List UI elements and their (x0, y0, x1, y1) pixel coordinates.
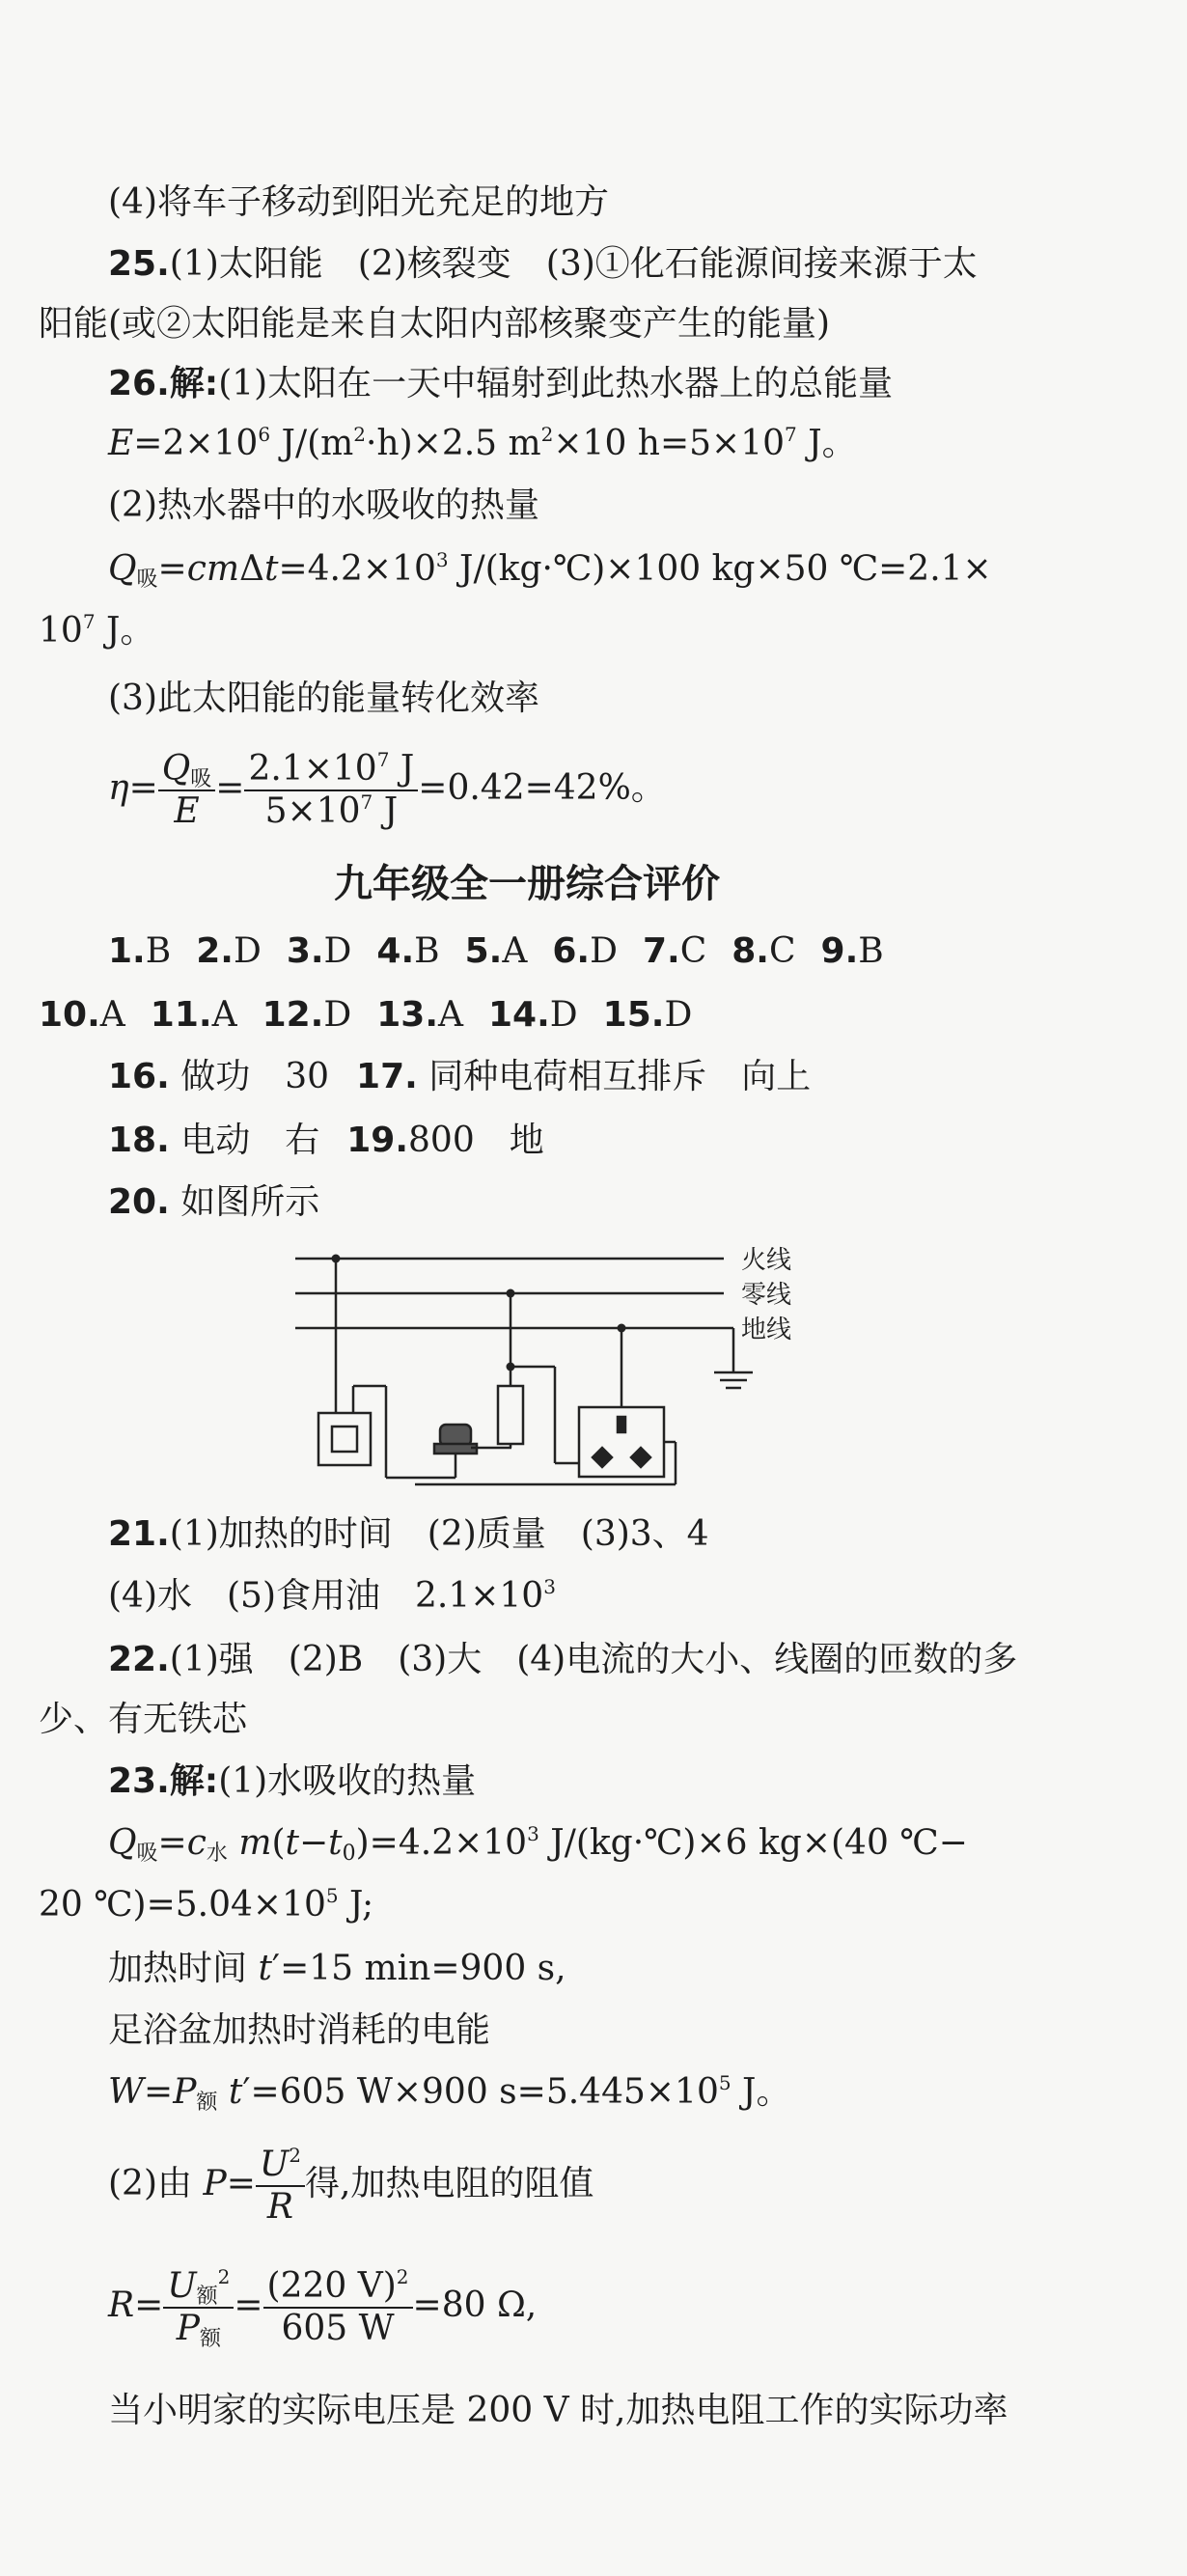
label-live-wire: 火线 (741, 1246, 792, 1275)
mc-answer-letter: D (549, 995, 578, 1035)
formula-electric-energy: $W=P_额$ t′=605 W×900 $s=5.445\times 10^5$ J。 (108, 2071, 791, 2115)
mc-answer-letter: D (233, 931, 262, 971)
answers-16-17 (108, 1054, 811, 1100)
mc-answer (732, 931, 795, 971)
formula-efficiency: η= $\frac{Q_吸}{E}$ = $\frac{2.1\times 10^7 J}{5\times 10^7 J}$ =0.42=42%。 (108, 748, 666, 831)
mc-answer (603, 995, 693, 1035)
question-number: 12. (262, 995, 324, 1035)
question-number: 1. (108, 931, 146, 971)
fraction: $\frac{(220 V)^2}{605 W}$ (263, 2266, 413, 2349)
question-number: 2. (196, 931, 234, 971)
answer-26-part3: (3)此太阳能的能量转化效率 (108, 679, 539, 718)
answer-23-last: 当小明家的实际电压是 200 V 时,加热电阻工作的实际功率 (108, 2391, 1008, 2430)
mc-answer-letter: D (323, 995, 352, 1035)
question-number: 15. (602, 995, 665, 1035)
question-number: 10. (39, 995, 100, 1035)
mc-answer-letter: D (664, 995, 693, 1035)
mc-answer (465, 931, 528, 971)
question-number: 22. (108, 1640, 170, 1679)
question-number: 7. (642, 931, 680, 971)
answer-25-text: (1)太阳能 (2)核裂变 (3)①化石能源间接来源于太 (169, 244, 978, 284)
mc-answer (196, 931, 262, 971)
question-number: 14. (488, 995, 550, 1035)
answer-21-text: (1)加热的时间 (2)质量 (3)3、4 (169, 1514, 709, 1554)
question-number: 17. (356, 1057, 418, 1096)
question-number: 4. (376, 931, 415, 971)
label-neutral-wire: 零线 (741, 1281, 792, 1310)
question-number: 19. (346, 1121, 409, 1160)
mc-answer (488, 995, 578, 1035)
question-number: 3. (286, 931, 324, 971)
household-circuit-diagram (280, 1241, 820, 1492)
answer-22 (108, 1637, 1017, 1683)
question-number: 13. (376, 995, 438, 1035)
mc-answer (262, 995, 352, 1035)
answer-17-text: 同种电荷相互排斥 向上 (428, 1057, 812, 1096)
question-number: 8. (732, 931, 769, 971)
answer-23-part1: (1)水吸收的热量 (218, 1761, 477, 1801)
mc-answer (552, 931, 618, 971)
question-number: 16. (108, 1057, 170, 1096)
fuse-box (318, 1413, 371, 1465)
energy-label: 足浴盆加热时消耗的电能 (108, 2010, 491, 2050)
mc-answer (643, 931, 706, 971)
question-number: 18. (108, 1121, 170, 1160)
fraction: $\frac{U^2}{R}$ (256, 2145, 305, 2228)
mc-answer (376, 931, 439, 971)
mc-answer (39, 995, 125, 1035)
mc-answer-letter: A (211, 995, 237, 1035)
formula-heat-absorbed: $Q_吸=cm\Delta t=4.2\times 10^3$ J/(kg·℃)×100 kg×50 ℃=2.1× (108, 548, 992, 592)
answer-22-cont: 少、有无铁芯 (39, 1700, 248, 1739)
fraction: $\frac{Q_吸}{E}$ (158, 749, 216, 832)
fraction: $\frac{2.1\times 10^7 J}{5\times 10^7 J}$ (244, 749, 418, 832)
mc-answer-letter: A (502, 931, 528, 971)
question-number: 9. (820, 931, 859, 971)
answer-26 (108, 361, 893, 407)
answer-26-part2: (2)热水器中的水吸收的热量 (108, 485, 539, 525)
section-title: 九年级全一册综合评价 (334, 862, 720, 906)
answer-20-text: 如图所示 (180, 1182, 320, 1222)
answer-21 (108, 1511, 709, 1558)
mc-answer-letter: B (414, 931, 440, 971)
mc-answer-letter: B (858, 931, 884, 971)
formula-water-heat: $Q_吸=c_水$ $m(t-t_0)=4.2\times 10^3$ J/(kg·℃)×6 kg×(40 ℃− (108, 1822, 968, 1866)
question-number: 21. (108, 1514, 170, 1554)
formula-total-energy: $E=2\times 10^6$ $J/(m^2\cdot h)\times 2.5$ $m^2\times 10$ $h=5\times 10^7$ J。 (108, 423, 857, 463)
mc-answers-row-1 (108, 928, 909, 975)
mc-answer-letter: B (145, 931, 172, 971)
mc-answer (821, 931, 884, 971)
answer-22-text: (1)强 (2)B (3)大 (4)电流的大小、线圈的匝数的多 (169, 1640, 1018, 1679)
answer-18-text: 电动 右 (180, 1121, 320, 1160)
question-number: 6. (552, 931, 591, 971)
mc-answer (287, 931, 352, 971)
switch-box (498, 1386, 523, 1444)
answer-line-25-4: (4)将车子移动到阳光充足的地方 (108, 182, 609, 222)
formula-heat-absorbed-cont: $10^7$ J。 (39, 610, 155, 651)
label-ground-wire: 地线 (741, 1316, 792, 1344)
mc-answers-row-2 (39, 992, 717, 1039)
answer-25-cont: 阳能(或②太阳能是来自太阳内部核聚变产生的能量) (39, 304, 831, 344)
mc-answer-letter: D (323, 931, 352, 971)
question-number: 20. (108, 1182, 170, 1222)
mc-answer-letter: C (679, 931, 707, 971)
question-number: 5. (464, 931, 503, 971)
answer-21-cont: (4)水 (5)食用油 $2.1\times 10^3$ (108, 1575, 556, 1616)
fraction: $\frac{U_额^2}{P_额}$ (163, 2266, 234, 2349)
mc-answer (108, 931, 171, 971)
question-number: 25. (108, 244, 170, 284)
answer-23-part2: (2)由 P= $\frac{U^2}{R}$ 得,加热电阻的阻值 (108, 2144, 594, 2227)
answer-25 (108, 241, 978, 288)
answer-23 (108, 1759, 476, 1805)
mc-answer (151, 995, 237, 1035)
answer-19-text: 800 地 (408, 1121, 544, 1160)
mc-answer-letter: A (99, 995, 125, 1035)
answer-20 (108, 1179, 319, 1226)
question-number: 26. (108, 364, 170, 403)
lamp-bulb (440, 1425, 471, 1446)
solution-label: 解: (169, 364, 219, 403)
formula-resistance: R= $\frac{U_额^2}{P_额}$ = $\frac{(220 V)^2}{605 W}$ =80 Ω, (108, 2265, 538, 2351)
question-number: 23. (108, 1761, 170, 1801)
answers-18-19 (108, 1118, 544, 1164)
mc-answer-letter: A (438, 995, 463, 1035)
heating-time: 加热时间 t′=15 min=900 s, (108, 1949, 566, 1988)
mc-answer-letter: D (590, 931, 618, 971)
mc-answer-letter: C (768, 931, 796, 971)
formula-water-heat-cont: 20 $℃)=5.04\times 10^5$ J; (39, 1884, 374, 1925)
solution-label: 解: (169, 1761, 219, 1801)
answer-16-text: 做功 30 (180, 1057, 330, 1096)
question-number: 11. (150, 995, 212, 1035)
answer-26-part1: (1)太阳在一天中辐射到此热水器上的总能量 (218, 364, 894, 403)
mc-answer (376, 995, 463, 1035)
